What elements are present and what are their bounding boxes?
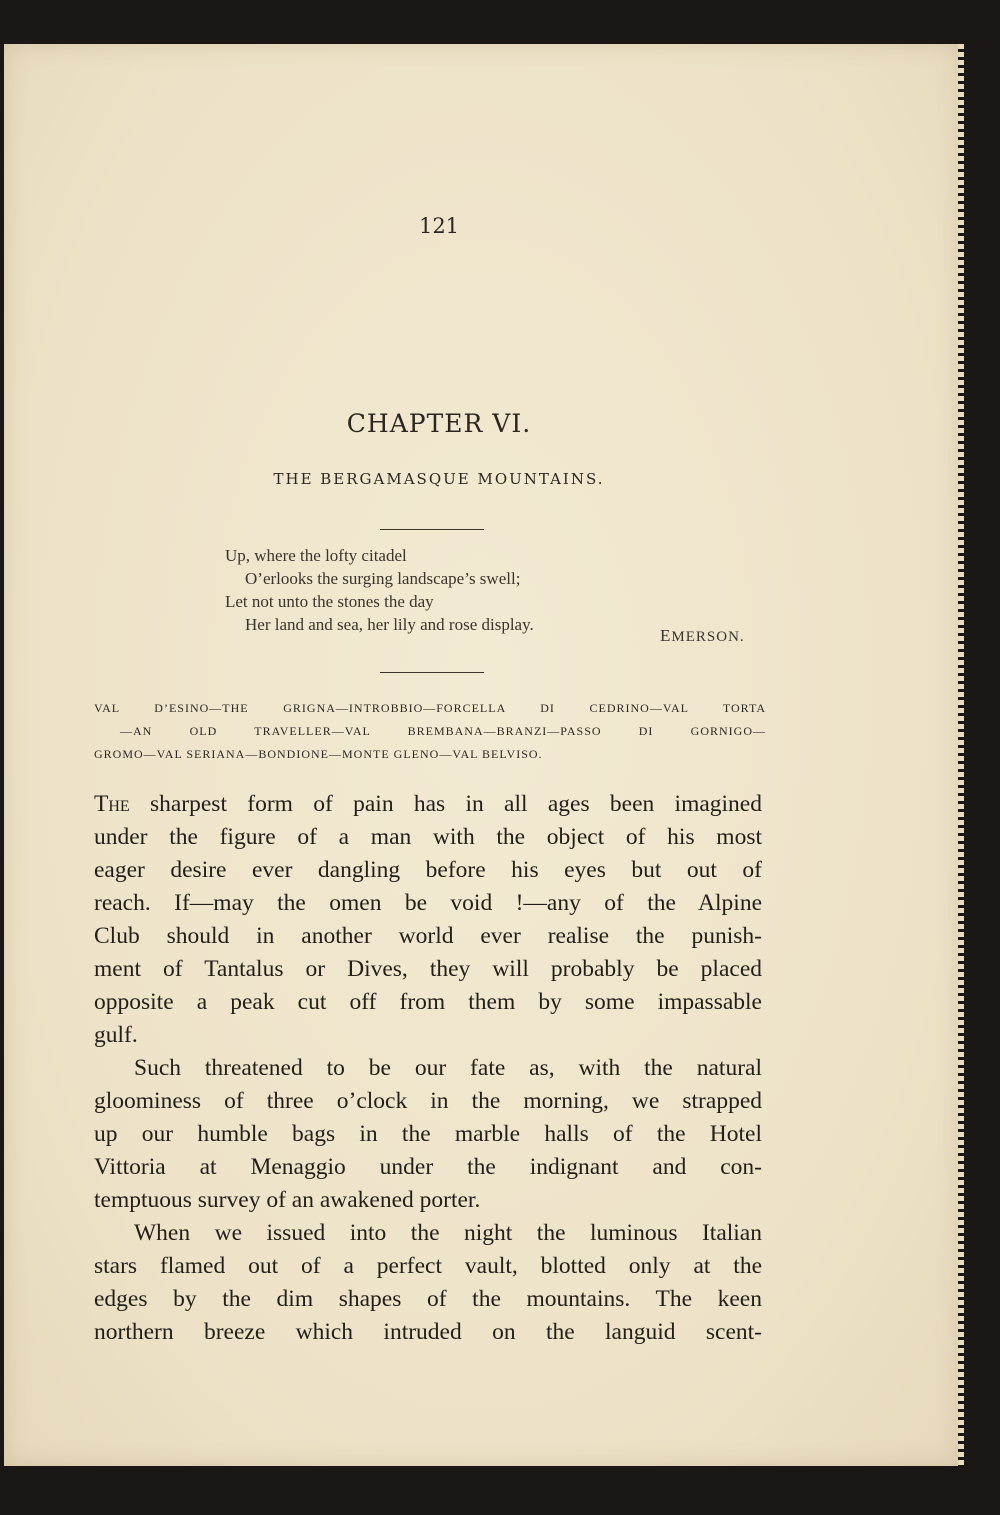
- body-line-text: sharpest form of pain has in all ages been imagined: [129, 791, 762, 817]
- body-line: reach. If—may the omen be void !—any of the Alpine: [94, 890, 762, 916]
- body-line: opposite a peak cut off from them by some impassable: [94, 989, 762, 1015]
- body-line: [94, 788, 762, 821]
- book-page: [4, 44, 960, 1466]
- body-line: up our humble bags in the marble halls of the Hotel: [94, 1121, 762, 1147]
- chapter-title: CHAPTER VI.: [346, 409, 532, 438]
- attribution-rest: MERSON.: [671, 629, 745, 645]
- chapter-summary: [94, 697, 766, 766]
- body-line: Such threatened to be our fate as, with the natural: [134, 1055, 762, 1081]
- epigraph-line: Let not unto the stones the day: [225, 592, 434, 611]
- body-text: [94, 788, 762, 1349]
- epigraph-attribution: [660, 626, 745, 646]
- divider-rule-bottom: [380, 672, 484, 673]
- body-line: edges by the dim shapes of the mountains. The keen: [94, 1286, 762, 1312]
- epigraph-line: O’erlooks the surging landscape’s swell;: [245, 569, 521, 588]
- body-line: gloominess of three o’clock in the morning, we strapped: [94, 1088, 762, 1114]
- epigraph: [225, 544, 785, 636]
- divider-rule-top: [380, 529, 484, 530]
- summary-line: GROMO—VAL SERIANA—BONDIONE—MONTE GLENO—VAL BELVISO.: [94, 747, 543, 761]
- body-line: gulf.: [94, 1022, 138, 1048]
- body-line: stars flamed out of a perfect vault, blotted only at the: [94, 1253, 762, 1279]
- body-line: under the figure of a man with the object of his most: [94, 824, 762, 850]
- body-line: When we issued into the night the luminous Italian: [134, 1220, 762, 1246]
- body-line: northern breeze which intruded on the languid scent-: [94, 1319, 762, 1345]
- body-line: Vittoria at Menaggio under the indignant and con-: [94, 1154, 762, 1180]
- body-line: temptuous survey of an awakened porter.: [94, 1187, 481, 1213]
- page-deckle-edge: [958, 44, 964, 1466]
- body-line: eager desire ever dangling before his eyes but out of: [94, 857, 762, 883]
- summary-line: VAL D’ESINO—THE GRIGNA—INTROBBIO—FORCELLA DI CEDRINO—VAL TORTA: [94, 701, 766, 715]
- attribution-initial: E: [660, 626, 672, 645]
- body-line: Club should in another world ever realise the punish-: [94, 923, 762, 949]
- epigraph-line: Her land and sea, her lily and rose display.: [245, 615, 534, 634]
- opening-word: The: [94, 791, 130, 817]
- chapter-subtitle: THE BERGAMASQUE MOUNTAINS.: [273, 470, 605, 488]
- body-line: ment of Tantalus or Dives, they will probably be placed: [94, 956, 762, 982]
- page-number: 121: [418, 214, 460, 238]
- epigraph-line: Up, where the lofty citadel: [225, 546, 407, 565]
- summary-line: —AN OLD TRAVELLER—VAL BREMBANA—BRANZI—PASSO DI GORNIGO—: [120, 724, 766, 738]
